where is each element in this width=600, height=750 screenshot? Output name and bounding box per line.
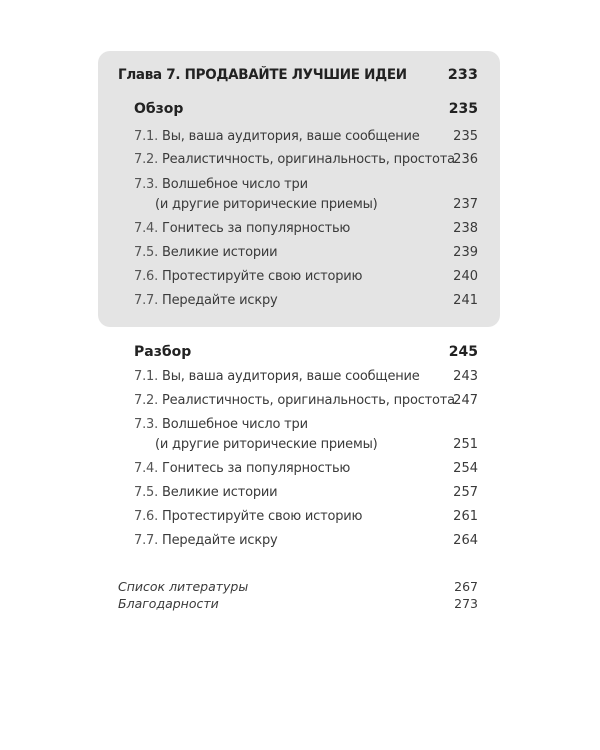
toc-item[interactable] <box>0 267 600 287</box>
item-title: Реалистичность, оригинальность, простота <box>162 393 455 408</box>
item-title: Гонитесь за популярностью <box>162 221 351 236</box>
item-number: 7.2. <box>134 393 159 408</box>
section-page-number: 245 <box>448 344 478 360</box>
toc-back-matter-entry[interactable] <box>0 594 600 614</box>
toc-item[interactable] <box>0 127 600 147</box>
toc-item[interactable] <box>0 483 600 503</box>
item-page-number: 241 <box>453 293 478 308</box>
item-title-continuation: (и другие риторические приемы) <box>155 197 378 212</box>
toc-item[interactable] <box>0 415 600 435</box>
item-title: Вы, ваша аудитория, ваше сообщение <box>162 369 420 384</box>
toc-item[interactable] <box>0 531 600 551</box>
toc-item[interactable] <box>0 367 600 387</box>
back-matter-page-number: 273 <box>454 596 478 611</box>
item-number: 7.1. <box>134 369 159 384</box>
back-matter-title: Благодарности <box>118 596 219 611</box>
item-title: Волшебное число три <box>162 417 308 432</box>
item-title: Гонитесь за популярностью <box>162 461 351 476</box>
toc-section-analysis[interactable] <box>0 342 600 362</box>
toc-item[interactable] <box>0 291 600 311</box>
toc-item[interactable] <box>0 243 600 263</box>
toc-item[interactable] <box>0 175 600 195</box>
item-number: 7.7. <box>134 293 159 308</box>
item-title: Протестируйте свою историю <box>162 269 363 284</box>
toc-item[interactable] <box>0 507 600 527</box>
item-page-number: 239 <box>453 245 478 260</box>
item-title-continuation: (и другие риторические приемы) <box>155 437 378 452</box>
item-page-number: 247 <box>453 393 478 408</box>
item-title: Передайте искру <box>162 533 278 548</box>
section-heading: Разбор <box>134 344 192 360</box>
item-number: 7.4. <box>134 461 159 476</box>
back-matter-page-number: 267 <box>454 579 478 594</box>
item-page-number: 240 <box>453 269 478 284</box>
item-title: Протестируйте свою историю <box>162 509 363 524</box>
item-title: Великие истории <box>162 245 278 260</box>
toc-item[interactable] <box>0 219 600 239</box>
item-page-number: 237 <box>453 197 478 212</box>
item-number: 7.4. <box>134 221 159 236</box>
item-page-number: 257 <box>453 485 478 500</box>
item-number: 7.3. <box>134 177 159 192</box>
item-page-number: 251 <box>453 437 478 452</box>
item-number: 7.5. <box>134 245 159 260</box>
item-title: Великие истории <box>162 485 278 500</box>
item-page-number: 261 <box>453 509 478 524</box>
toc-chapter-entry[interactable] <box>0 65 600 85</box>
item-page-number: 238 <box>453 221 478 236</box>
item-number: 7.5. <box>134 485 159 500</box>
chapter-title: Глава 7. ПРОДАВАЙТЕ ЛУЧШИЕ ИДЕИ <box>118 67 407 83</box>
toc-item-continuation[interactable] <box>0 435 600 455</box>
item-number: 7.6. <box>134 509 159 524</box>
item-page-number: 236 <box>453 152 478 167</box>
toc-item[interactable] <box>0 150 600 170</box>
item-number: 7.6. <box>134 269 159 284</box>
item-title: Волшебное число три <box>162 177 308 192</box>
item-page-number: 235 <box>453 129 478 144</box>
item-title: Передайте искру <box>162 293 278 308</box>
item-page-number: 243 <box>453 369 478 384</box>
item-number: 7.1. <box>134 129 159 144</box>
toc-item-continuation[interactable] <box>0 195 600 215</box>
item-title: Реалистичность, оригинальность, простота <box>162 152 455 167</box>
section-heading: Обзор <box>134 101 184 117</box>
section-page-number: 235 <box>448 101 478 117</box>
toc-item[interactable] <box>0 391 600 411</box>
item-number: 7.2. <box>134 152 159 167</box>
item-title: Вы, ваша аудитория, ваше сообщение <box>162 129 420 144</box>
back-matter-title: Список литературы <box>118 579 249 594</box>
chapter-page-number: 233 <box>447 67 478 83</box>
item-number: 7.7. <box>134 533 159 548</box>
item-page-number: 254 <box>453 461 478 476</box>
toc-section-overview[interactable] <box>0 99 600 119</box>
item-number: 7.3. <box>134 417 159 432</box>
item-page-number: 264 <box>453 533 478 548</box>
toc-item[interactable] <box>0 459 600 479</box>
